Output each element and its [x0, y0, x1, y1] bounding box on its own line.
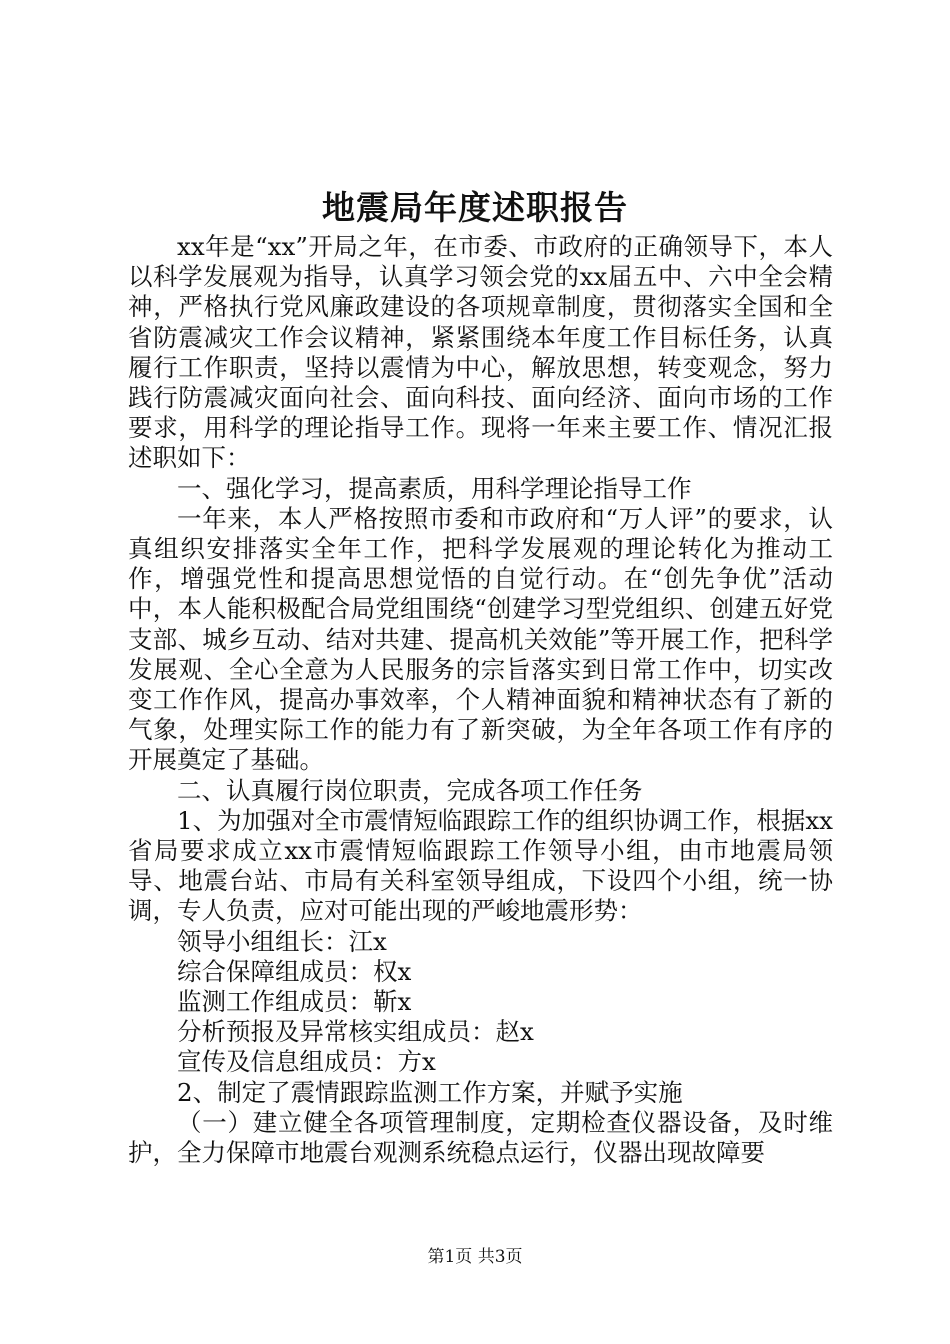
subitem-1-paragraph: （一）建立健全各项管理制度，定期检查仪器设备，及时维护，全力保障市地震台观测系统稳点运行，仪器出现故障要: [128, 1107, 833, 1168]
item-2-heading: 2、制定了震情跟踪监测工作方案，并赋予实施: [177, 1077, 683, 1107]
member-line: 监测工作组成员：靳x: [177, 987, 412, 1017]
section-heading-2: 二、认真履行岗位职责，完成各项工作任务: [177, 775, 643, 805]
intro-paragraph: xx年是“xx”开局之年，在市委、市政府的正确领导下，本人以科学发展观为指导，认真学习领会党的xx届五中、六中全会精神，严格执行党风廉政建设的各项规章制度，贯彻落实全国和全省防震减灾工作会议精神，紧紧围绕本年度工作目标任务，认真履行工作职责，坚持以震情为中心，解放思想，转变观念，努力践行防震减灾面向社会、面向科技、面向经济、面向市场的工作要求，用科学的理论指导工作。现将一年来主要工作、情况汇报述职如下：: [128, 232, 833, 473]
page-number-footer: 第1页 共3页: [427, 1247, 523, 1267]
item-1-paragraph: 1、为加强对全市震情短临跟踪工作的组织协调工作，根据xx省局要求成立xx市震情短临跟踪工作领导小组，由市地震局领导、地震台站、市局有关科室领导组成，下设四个小组，统一协调，专人负责，应对可能出现的严峻地震形势：: [128, 805, 833, 926]
member-line: 宣传及信息组成员：方x: [177, 1047, 436, 1077]
member-line: 分析预报及异常核实组成员：赵x: [177, 1017, 534, 1047]
section-1-paragraph: 一年来，本人严格按照市委和市政府和“万人评”的要求，认真组织安排落实全年工作，把科学发展观的理论转化为推动工作，增强党性和提高思想觉悟的自觉行动。在“创先争优”活动中，本人能积极配合局党组围绕“创建学习型党组织、创建五好党支部、城乡互动、结对共建、提高机关效能”等开展工作，把科学发展观、全心全意为人民服务的宗旨落实到日常工作中，切实改变工作作风，提高办事效率，个人精神面貌和精神状态有了新的气象，处理实际工作的能力有了新突破，为全年各项工作有序的开展奠定了基础。: [128, 503, 833, 775]
document-title: 地震局年度述职报告: [322, 188, 628, 227]
section-heading-1: 一、强化学习，提高素质，用科学理论指导工作: [177, 473, 692, 503]
document-body: [128, 232, 833, 1168]
member-line: 领导小组组长：江x: [177, 926, 387, 956]
member-line: 综合保障组成员：权x: [177, 956, 412, 986]
